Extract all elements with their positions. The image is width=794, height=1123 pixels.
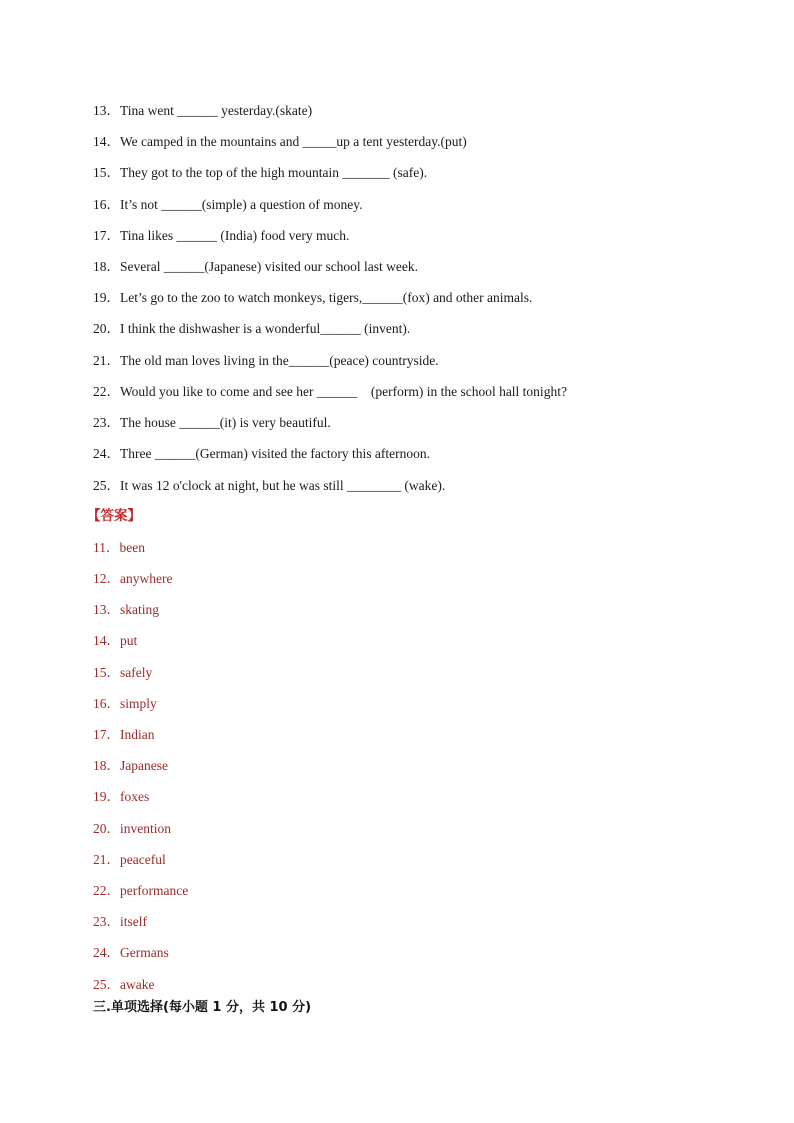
question-text: Let’s go to the zoo to watch monkeys, tigers,______(fox) and other animals. xyxy=(120,290,533,305)
answer-item xyxy=(93,664,152,682)
question-number: 24． xyxy=(93,446,120,461)
answer-text: performance xyxy=(120,883,189,898)
answer-header: 【答案】 xyxy=(87,508,141,524)
question-text: Tina likes ______ (India) food very much. xyxy=(120,228,350,243)
question-number: 19． xyxy=(93,290,120,305)
question-item xyxy=(93,258,418,276)
answer-item xyxy=(93,539,145,557)
question-number: 23． xyxy=(93,415,120,430)
question-item xyxy=(93,196,362,214)
question-text: Three ______(German) visited the factory this afternoon. xyxy=(120,446,431,461)
question-text: Tina went ______ yesterday.(skate) xyxy=(120,103,313,118)
question-item xyxy=(93,133,467,151)
answer-number: 19． xyxy=(93,789,120,804)
question-number: 17． xyxy=(93,228,120,243)
question-item xyxy=(93,445,430,463)
answer-text: put xyxy=(120,633,138,648)
section-title: 三.单项选择(每小题 1 分，共 10 分) xyxy=(93,1000,312,1015)
answer-text: foxes xyxy=(120,789,150,804)
answer-item xyxy=(93,726,155,744)
answer-item xyxy=(93,695,157,713)
question-item xyxy=(93,320,410,338)
question-number: 14． xyxy=(93,134,120,149)
answer-item xyxy=(93,570,172,588)
answer-item xyxy=(93,632,137,650)
answer-number: 22． xyxy=(93,883,120,898)
answer-text: awake xyxy=(120,977,155,992)
answer-text: been xyxy=(119,540,145,555)
answer-item xyxy=(93,788,149,806)
answer-item xyxy=(93,820,171,838)
answer-number: 16． xyxy=(93,696,120,711)
answer-text: itself xyxy=(120,914,147,929)
answer-item xyxy=(93,944,169,962)
question-number: 22． xyxy=(93,384,120,399)
question-item xyxy=(93,414,331,432)
question-item xyxy=(93,352,439,370)
answer-text: Japanese xyxy=(120,758,168,773)
answer-text: invention xyxy=(120,821,171,836)
question-text: Would you like to come and see her ______ (perform) in the school hall tonight? xyxy=(120,384,567,399)
question-item xyxy=(93,102,312,120)
question-text: The house ______(it) is very beautiful. xyxy=(120,415,331,430)
answer-number: 25． xyxy=(93,977,120,992)
answer-number: 18． xyxy=(93,758,120,773)
question-number: 16． xyxy=(93,197,120,212)
question-number: 20． xyxy=(93,321,120,336)
answer-text: simply xyxy=(120,696,157,711)
question-item xyxy=(93,383,567,401)
question-item xyxy=(93,227,349,245)
question-text: We camped in the mountains and _____up a tent yesterday.(put) xyxy=(120,134,467,149)
answer-number: 20． xyxy=(93,821,120,836)
question-text: Several ______(Japanese) visited our school last week. xyxy=(120,259,419,274)
answer-text: anywhere xyxy=(120,571,173,586)
answer-item xyxy=(93,601,159,619)
answer-number: 13． xyxy=(93,602,120,617)
question-text: It was 12 o'clock at night, but he was still ________ (wake). xyxy=(120,478,446,493)
question-number: 13． xyxy=(93,103,120,118)
answer-item xyxy=(93,882,188,900)
answer-number: 12． xyxy=(93,571,120,586)
answer-item xyxy=(93,913,147,931)
question-text: It’s not ______(simple) a question of money. xyxy=(120,197,363,212)
answer-text: Indian xyxy=(120,727,155,742)
answer-number: 11． xyxy=(93,540,120,555)
question-number: 15． xyxy=(93,165,120,180)
answer-number: 15． xyxy=(93,665,120,680)
answer-text: safely xyxy=(120,665,153,680)
answer-number: 23． xyxy=(93,914,120,929)
question-number: 25． xyxy=(93,478,120,493)
question-number: 21． xyxy=(93,353,120,368)
question-text: The old man loves living in the______(peace) countryside. xyxy=(120,353,439,368)
question-text: I think the dishwasher is a wonderful______ (invent). xyxy=(120,321,411,336)
question-number: 18． xyxy=(93,259,120,274)
answer-number: 21． xyxy=(93,852,120,867)
answer-text: peaceful xyxy=(120,852,166,867)
question-text: They got to the top of the high mountain _______ (safe). xyxy=(120,165,428,180)
question-item xyxy=(93,164,427,182)
answer-text: Germans xyxy=(120,945,169,960)
answer-text: skating xyxy=(120,602,159,617)
answer-item xyxy=(93,976,154,994)
answer-number: 14． xyxy=(93,633,120,648)
answer-item xyxy=(93,851,166,869)
question-item xyxy=(93,477,445,495)
question-item xyxy=(93,289,532,307)
answer-item xyxy=(93,757,168,775)
answer-number: 17． xyxy=(93,727,120,742)
answer-number: 24． xyxy=(93,945,120,960)
